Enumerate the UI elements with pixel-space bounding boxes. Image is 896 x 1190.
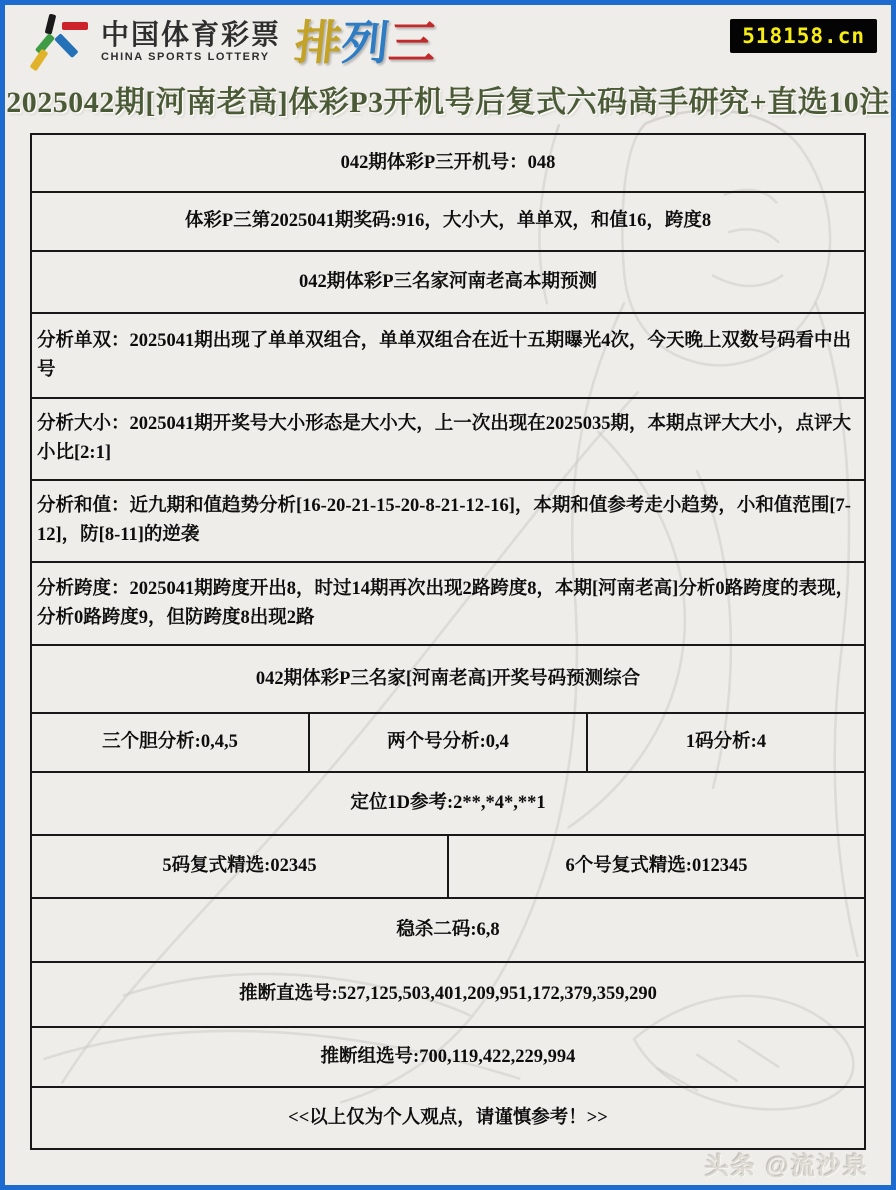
table-row-zuxuan-numbers: 推断组选号:700,119,422,229,994	[32, 1028, 864, 1088]
table-cell-one-code: 1码分析:4	[685, 732, 767, 753]
table-row-analysis-sum: 分析和值：近九期和值趋势分析[16-20-21-15-20-8-21-12-16]，本期和值参考走小趋势，小和值范围[7-12]，防[8-11]的逆袭	[32, 481, 864, 563]
table-row-section-title-forecast: 042期体彩P三名家河南老高本期预测	[32, 252, 864, 314]
game-name-pailiesan	[292, 15, 439, 69]
table-cell-three-dan: 三个胆分析:0,4,5	[32, 714, 310, 771]
toutiao-watermark: 头条 @流沙泉	[704, 1153, 869, 1180]
table-row-analysis-bigsmall: 分析大小：2025041期开奖号大小形态是大小大，上一次出现在2025035期，本期点评大大小，点评大小比[2:1]	[32, 399, 864, 481]
table-row-last-draw: 体彩P三第2025041期奖码:916，大小大，单单双，和值16，跨度8	[32, 193, 864, 252]
game-char-san: 三	[386, 15, 439, 69]
china-sports-lottery-icon	[29, 13, 93, 71]
table-cell-two-num: 两个号分析:0,4	[310, 714, 588, 771]
table-row-analysis-span: 分析跨度：2025041期跨度开出8，时过14期再次出现2路跨度8，本期[河南老高]分析0路跨度的表现，分析0路跨度9，但防跨度8出现2路	[32, 563, 864, 646]
table-row-disclaimer: <<以上仅为个人观点，请谨慎参考！>>	[288, 1107, 608, 1128]
table-cell-5-code-fushi: 5码复式精选:02345	[32, 836, 449, 897]
logo-english-name: CHINA SPORTS LOTTERY	[101, 51, 270, 63]
table-row-position-1d: 定位1D参考:2**,*4*,**1	[32, 773, 864, 836]
table-row-zhixuan-numbers: 推断直选号:527,125,503,401,209,951,172,379,359,290	[32, 963, 864, 1028]
table-row-kaijihao: 042期体彩P三开机号：048	[32, 135, 864, 193]
table-row-dan-analysis	[32, 714, 864, 773]
game-char-lie: 列	[339, 15, 392, 69]
table-row-analysis-oddeven: 分析单双：2025041期出现了单单双组合，单单双组合在近十五期曝光4次，今天晚上双数号码看中出号	[32, 314, 864, 399]
game-char-pai: 排	[292, 15, 345, 69]
logo-text	[101, 21, 281, 63]
table-row-section-title-summary: 042期体彩P三名家[河南老高]开奖号码预测综合	[32, 646, 864, 714]
page-title: 2025042期[河南老高]体彩P3开机号后复式六码高手研究+直选10注	[6, 86, 890, 119]
table-row-fushi	[32, 836, 864, 899]
table-row-kill-two-codes: 稳杀二码:6,8	[32, 899, 864, 963]
header-logo	[29, 13, 439, 71]
site-url-badge[interactable]: 518158.cn	[730, 19, 877, 53]
table-cell-6-code-fushi: 6个号复式精选:012345	[565, 856, 748, 877]
prediction-table	[30, 133, 866, 1150]
logo-chinese-name: 中国体育彩票	[101, 19, 282, 50]
